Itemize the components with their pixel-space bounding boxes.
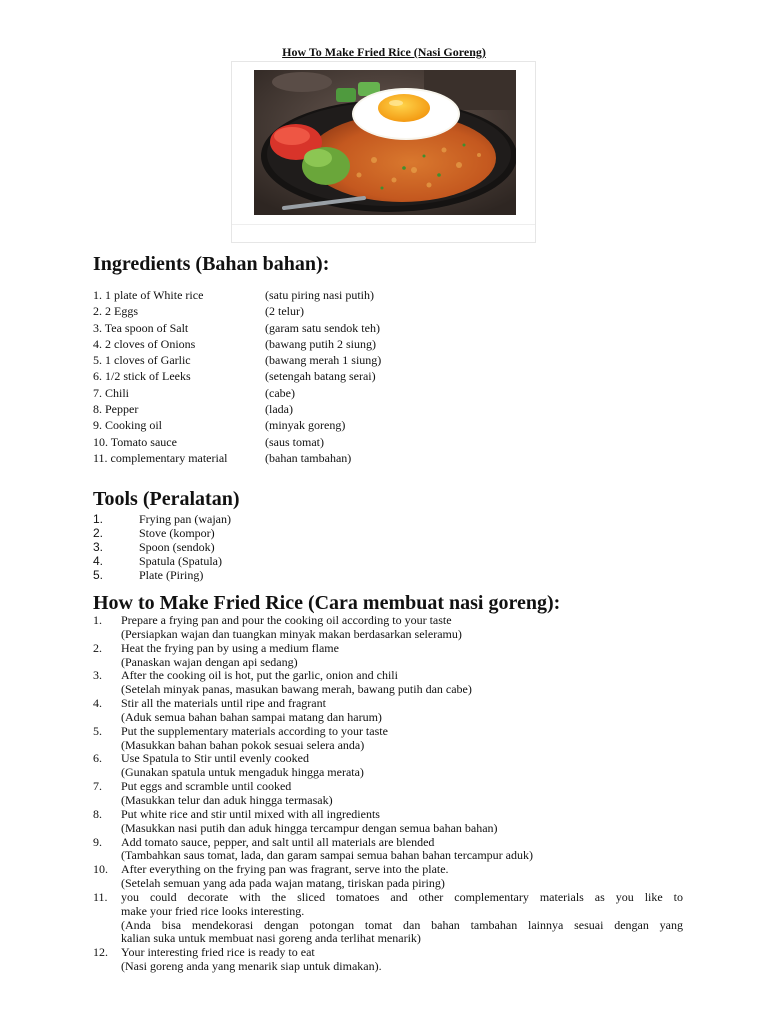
ingredient-name: 1. 1 plate of White rice	[93, 288, 204, 302]
ingredient-name: 2. 2 Eggs	[93, 304, 138, 319]
step-translation: (Nasi goreng anda yang menarik siap untuk dimakan).	[121, 959, 382, 974]
ingredients-heading: Ingredients (Bahan bahan):	[93, 253, 330, 275]
step-line	[93, 766, 683, 780]
tool-text: Plate (Piring)	[139, 568, 204, 582]
step-text: Put the supplementary materials according to your taste	[121, 723, 388, 738]
step-translation: (Panaskan wajan dengan api sedang)	[121, 654, 298, 669]
step-number: 4.	[93, 696, 102, 711]
ingredient-name: 7. Chili	[93, 385, 130, 400]
step-text: Heat the frying pan by using a medium flame	[121, 640, 339, 655]
step-translation-continued: kalian suka untuk membuat nasi goreng anda terlihat menarik)	[121, 931, 421, 946]
step-line	[93, 711, 683, 725]
step-text: Add tomato sauce, pepper, and salt until all materials are blended	[121, 834, 435, 849]
step-line	[93, 739, 683, 753]
step-line	[93, 849, 683, 863]
ingredient-translation: (satu piring nasi putih)	[265, 288, 374, 302]
step-line	[93, 669, 683, 683]
ingredient-name: 3. Tea spoon of Salt	[93, 320, 189, 335]
step-translation: (Anda bisa mendekorasi dengan potongan tomat dan bahan tambahan lainnya sesuai dengan yang	[121, 917, 683, 932]
step-line	[93, 794, 683, 808]
step-line	[93, 891, 683, 905]
step-line	[93, 822, 683, 836]
tool-number: 5.	[93, 568, 104, 582]
frame-divider	[232, 224, 535, 225]
tool-number: 2.	[93, 526, 104, 540]
fried-rice-photo	[254, 70, 516, 215]
tool-number: 3.	[93, 540, 104, 554]
ingredient-name: 8. Pepper	[93, 402, 139, 417]
step-line	[93, 780, 683, 794]
step-line	[93, 808, 683, 822]
tool-number: 4.	[93, 554, 104, 568]
ingredient-translation: (lada)	[265, 402, 293, 417]
step-number: 9.	[93, 834, 102, 849]
step-text: After the cooking oil is hot, put the garlic, onion and chili	[121, 668, 398, 683]
step-translation: (Setelah minyak panas, masukan bawang merah, bawang putih dan cabe)	[121, 682, 472, 697]
ingredient-translation: (cabe)	[265, 385, 295, 400]
ingredient-translation: (2 telur)	[265, 304, 304, 319]
ingredient-name: 10. Tomato sauce	[93, 434, 177, 449]
step-translation: (Masukkan nasi putih dan aduk hingga tercampur dengan semua bahan bahan)	[121, 820, 498, 835]
step-translation: (Aduk semua bahan bahan sampai matang dan harum)	[121, 709, 382, 724]
step-translation: (Gunakan spatula untuk mengaduk hingga merata)	[121, 765, 364, 780]
ingredient-translation: (garam satu sendok teh)	[265, 320, 380, 335]
step-number: 8.	[93, 806, 102, 821]
step-line	[93, 836, 683, 850]
step-number: 12.	[93, 945, 108, 960]
step-line	[93, 683, 683, 697]
tool-text: Spatula (Spatula)	[139, 554, 222, 568]
step-text: Prepare a frying pan and pour the cooking oil according to your taste	[121, 613, 452, 627]
step-line	[93, 946, 683, 960]
ingredient-translation: (bawang putih 2 siung)	[265, 336, 376, 351]
step-line	[93, 697, 683, 711]
step-translation: (Masukkan telur dan aduk hingga termasak)	[121, 792, 333, 807]
tool-number: 1.	[93, 512, 104, 526]
step-number: 2.	[93, 640, 102, 655]
ingredient-name: 4. 2 cloves of Onions	[93, 336, 196, 351]
step-number: 11.	[93, 889, 108, 904]
step-text: Your interesting fried rice is ready to eat	[121, 945, 315, 960]
step-translation: (Masukkan bahan bahan pokok sesuai selera anda)	[121, 737, 365, 752]
step-number: 10.	[93, 862, 108, 877]
tool-text: Spoon (sendok)	[139, 540, 215, 554]
ingredient-translation: (bahan tambahan)	[265, 450, 352, 465]
step-line	[93, 960, 683, 974]
step-line	[93, 725, 683, 739]
step-line	[93, 919, 683, 933]
step-number: 5.	[93, 723, 102, 738]
step-text: you could decorate with the sliced tomatoes and other complementary materials as you like to	[121, 889, 683, 904]
step-translation: (Persiapkan wajan dan tuangkan minyak makan berdasarkan seleramu)	[121, 626, 462, 641]
step-number: 6.	[93, 751, 102, 766]
tool-text: Stove (kompor)	[139, 526, 215, 540]
step-number: 7.	[93, 779, 102, 794]
step-line	[93, 932, 683, 946]
step-line	[93, 905, 683, 919]
step-line	[93, 642, 683, 656]
step-line	[93, 877, 683, 891]
steps-list	[93, 614, 683, 974]
ingredient-translation: (saus tomat)	[265, 434, 324, 449]
food-photo-frame	[231, 61, 536, 243]
tool-text: Frying pan (wajan)	[139, 512, 231, 526]
ingredient-translation: (setengah batang serai)	[265, 369, 376, 384]
tools-heading: Tools (Peralatan)	[93, 488, 240, 510]
step-number: 3.	[93, 668, 102, 683]
step-text: Stir all the materials until ripe and fragrant	[121, 696, 326, 711]
step-text: Put white rice and stir until mixed with all ingredients	[121, 806, 380, 821]
step-line	[93, 863, 683, 877]
step-number: 1.	[93, 613, 102, 627]
ingredient-name: 9. Cooking oil	[93, 418, 163, 433]
step-line	[93, 656, 683, 670]
document-title: How To Make Fried Rice (Nasi Goreng)	[282, 45, 486, 59]
step-line	[93, 614, 683, 628]
step-line	[93, 752, 683, 766]
steps-heading: How to Make Fried Rice (Cara membuat nasi goreng):	[93, 592, 561, 614]
ingredient-name: 6. 1/2 stick of Leeks	[93, 369, 191, 384]
step-text: Put eggs and scramble until cooked	[121, 779, 292, 794]
ingredient-name: 5. 1 cloves of Garlic	[93, 353, 191, 368]
step-text: Use Spatula to Stir until evenly cooked	[121, 751, 309, 766]
step-text: After everything on the frying pan was fragrant, serve into the plate.	[121, 862, 449, 877]
step-translation: (Tambahkan saus tomat, lada, dan garam sampai semua bahan bahan tercampur aduk)	[121, 848, 534, 863]
ingredient-translation: (minyak goreng)	[265, 418, 346, 433]
step-translation: (Setelah semuan yang ada pada wajan matang, tiriskan pada piring)	[121, 876, 445, 891]
ingredient-translation: (bawang merah 1 siung)	[265, 353, 382, 368]
step-line	[93, 628, 683, 642]
ingredient-name: 11. complementary material	[93, 450, 228, 465]
step-text-continued: make your fried rice looks interesting.	[121, 903, 305, 918]
